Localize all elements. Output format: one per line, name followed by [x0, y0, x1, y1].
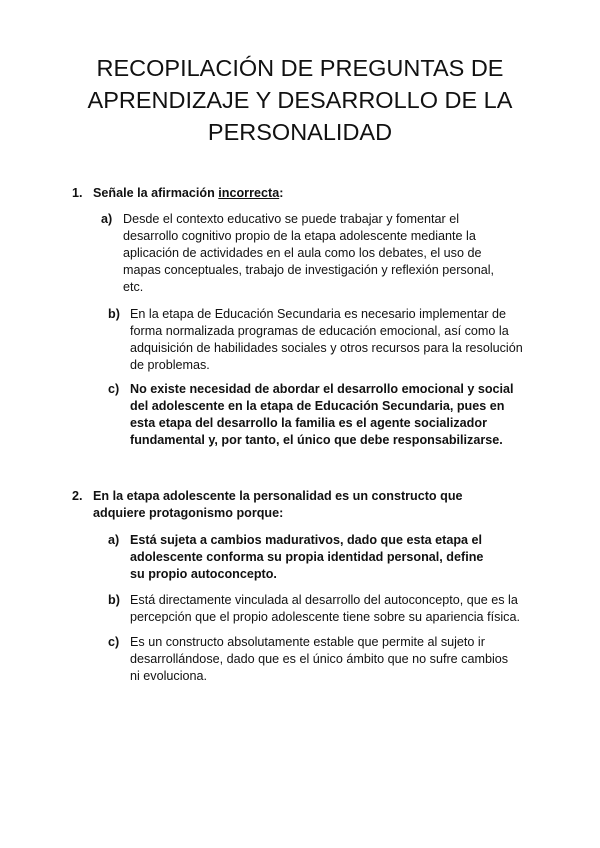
option-text: En la etapa de Educación Secundaria es necesario implementar de forma normalizada programas de educación emocional, así como la adquisición de habilidades sociales y otros recursos para la resolución de problemas.: [130, 307, 523, 372]
option-1c: [108, 381, 526, 449]
document-title: RECOPILACIÓN DE PREGUNTAS DE APRENDIZAJE Y DESARROLLO DE LA PERSONALIDAD: [87, 55, 513, 145]
underlined-word: incorrecta: [218, 186, 280, 200]
option-2b: [108, 592, 522, 626]
question-text: En la etapa adolescente la personalidad es un constructo que adquiere protagonismo porque:: [93, 489, 463, 520]
option-label: c): [108, 635, 120, 649]
option-1b: [108, 306, 532, 374]
question-2: [72, 488, 511, 522]
option-text: Está sujeta a cambios madurativos, dado que esta etapa el adolescente conforma su propia identidad personal, define su propio autoconcepto.: [130, 533, 484, 581]
option-label: c): [108, 382, 120, 396]
option-text: Está directamente vinculada al desarrollo del autoconcepto, que es la percepción que el propio adolescente tiene sobre su apariencia física.: [130, 593, 520, 624]
option-text: No existe necesidad de abordar el desarrollo emocional y social del adolescente en la etapa de Educación Secundaria, pues en esta etapa del desarrollo la familia es el agente socializador fundamental y, por tanto, el único que debe responsabilizarse.: [130, 382, 514, 447]
option-2a: [108, 532, 500, 583]
option-text: Es un constructo absolutamente estable que permite al sujeto ir desarrollándose, dado que es el único ámbito que no sufre cambios ni evoluciona.: [130, 635, 509, 683]
option-1a: [101, 211, 513, 296]
option-text: Desde el contexto educativo se puede trabajar y fomentar el desarrollo cognitivo propio de la etapa adolescente mediante la aplicación de actividades en el aula como los debates, el uso de mapas conceptuales, trabajo de investigación y reflexión personal, etc.: [123, 212, 495, 294]
question-number: 1.: [72, 186, 83, 200]
question-number: 2.: [72, 489, 83, 503]
option-label: a): [108, 533, 120, 547]
option-label: a): [101, 212, 113, 226]
option-label: b): [108, 307, 120, 321]
question-text: Señale la afirmación incorrecta:: [93, 186, 284, 200]
option-2c: [108, 634, 520, 685]
option-label: b): [108, 593, 120, 607]
question-1: [72, 185, 533, 202]
